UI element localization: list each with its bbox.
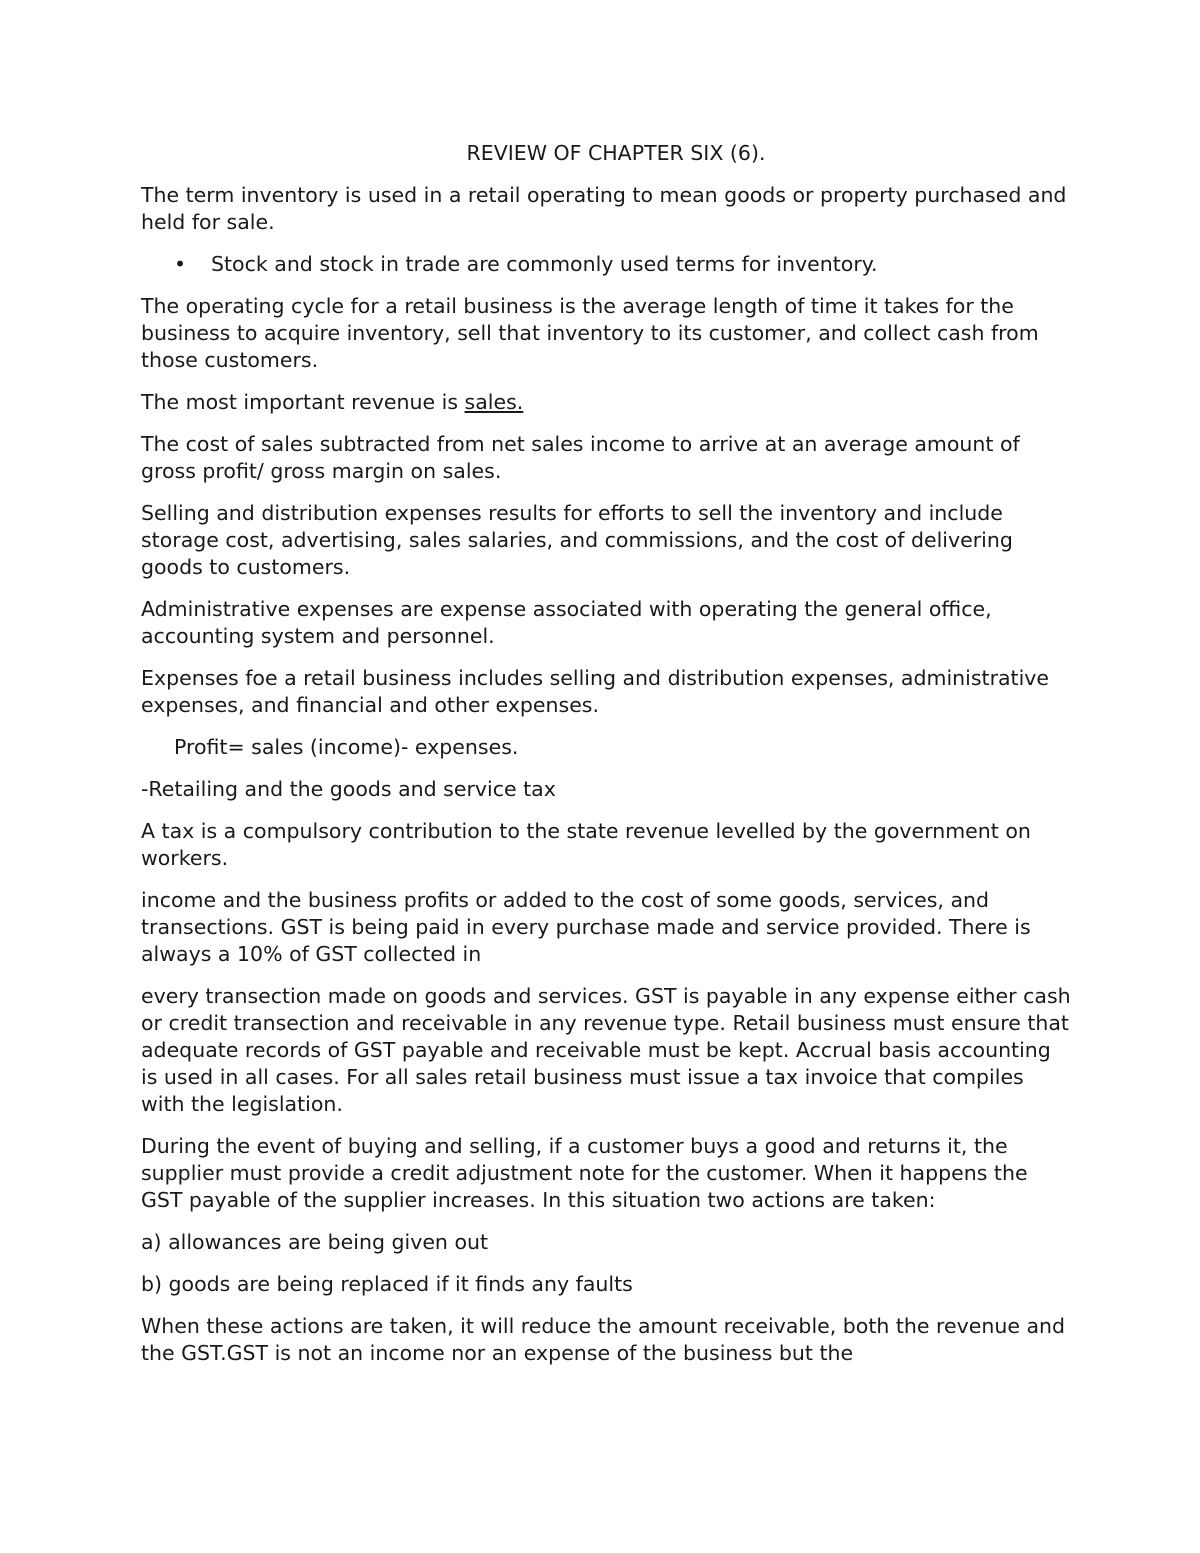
list-item-allowances: a) allowances are being given out [141, 1230, 489, 1254]
document-title: REVIEW OF CHAPTER SIX (6). [466, 141, 766, 165]
list-item [141, 251, 1071, 278]
bullet-list [141, 251, 1071, 278]
bullet-icon: • [174, 252, 187, 276]
paragraph-selling-expenses: Selling and distribution expenses results for efforts to sell the inventory and include storage cost, advertising, sales salaries, and commissions, and the cost of delivering goods to customers. [141, 501, 1013, 579]
paragraph-tax-definition: A tax is a compulsory contribution to the state revenue levelled by the government on workers. [141, 819, 1031, 870]
paragraph-cost-of-sales: The cost of sales subtracted from net sales income to arrive at an average amount of gross profit/ gross margin on sales. [141, 432, 1020, 483]
paragraph-inventory-definition: The term inventory is used in a retail operating to mean goods or property purchased and held for sale. [141, 183, 1067, 234]
document-page [141, 140, 1071, 1382]
paragraph-actions-taken: When these actions are taken, it will reduce the amount receivable, both the revenue and the GST.GST is not an income nor an expense of the business but the [141, 1314, 1066, 1365]
paragraph-admin-expenses: Administrative expenses are expense associated with operating the general office, accounting system and personnel. [141, 597, 992, 648]
profit-formula: Profit= sales (income)- expenses. [174, 735, 519, 759]
paragraph-gst-income: income and the business profits or added to the cost of some goods, services, and transections. GST is being paid in every purchase made and service provided. There is always a 10% of GST collected in [141, 888, 1031, 966]
section-heading-gst: -Retailing and the goods and service tax [141, 777, 556, 801]
paragraph-gst-transections: every transection made on goods and services. GST is payable in any expense either cash or credit transection and receivable in any revenue type. Retail business must ensure that adequate records of GST payable and receivable must be kept. Accrual basis accounting is used in all cases. For all sales retail business must issue a tax invoice that compiles with the legislation. [141, 984, 1071, 1116]
paragraph-retail-expenses: Expenses foe a retail business includes selling and distribution expenses, administrative expenses, and financial and other expenses. [141, 666, 1050, 717]
paragraph-buying-selling: During the event of buying and selling, if a customer buys a good and returns it, the supplier must provide a credit adjustment note for the customer. When it happens the GST payable of the supplier increases. In this situation two actions are taken: [141, 1134, 1028, 1212]
list-item-replacement: b) goods are being replaced if it finds any faults [141, 1272, 633, 1296]
bullet-text: Stock and stock in trade are commonly used terms for inventory. [211, 252, 878, 276]
paragraph-important-revenue [141, 389, 1071, 416]
sales-underlined: sales. [464, 390, 524, 414]
paragraph-operating-cycle: The operating cycle for a retail business is the average length of time it takes for the business to acquire inventory, sell that inventory to its customer, and collect cash from those customers. [141, 294, 1039, 372]
revenue-text: The most important revenue is [141, 390, 465, 414]
